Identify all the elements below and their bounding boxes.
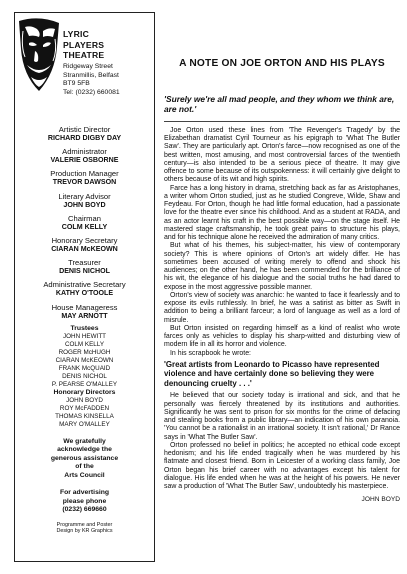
credit-line: Programme and Poster [56,521,113,528]
design-credit [15,522,154,535]
article-paragraph: Orton's view of society was anarchic: he wanted to face it fearlessly and to expose its evils ruthlessly. In brief, he was a satirist as bitter as Swift in addition to being a brilliant farceur; a lord of language as well as a lord of misrule. [164,291,400,324]
arts-council-acknowledgement [15,438,154,481]
staff-role: Administrative Secretary [43,280,126,290]
honorary-directors-heading: Honorary Directors [53,388,116,396]
staff-name: VALERIE OSBORNE [50,156,119,165]
staff-name: MAY ARNOTT [61,311,108,320]
ack-line: Arts Council [64,471,105,479]
article-paragraph: But Orton insisted on regarding himself as a kind of realist who wrote farces only as vehicles to display his sharp-witted and disturbing view of modern life in all its horror and violence. [164,324,400,349]
staff-role: Production Manager [50,169,119,179]
article [164,20,400,503]
theatre-name [63,29,104,61]
staff-role: House Manageress [51,302,118,312]
staff-role: Artistic Director [58,125,111,134]
trustee-name: ROGER McHUGH [58,349,111,357]
theatre-name-line: THEATRE [63,50,105,61]
credit-line: Design by KR Graphics [56,528,113,535]
staff-entry [15,169,154,187]
epigraph-quote: 'Surely we're all mad people, and they whom we think are, are not.' [164,94,395,115]
address-line: BT9 5FB [63,80,90,88]
advertising-notice [15,489,154,515]
advert-line: For advertising [59,489,110,497]
staff-entry [15,125,154,143]
advert-phone: (0232) 669660 [62,506,107,514]
staff-role: Administrator [62,147,107,157]
staff-role: Honorary Secretary [51,235,118,245]
article-paragraph: But what of his themes, his subject-matter, his view of contemporary society? This is where opinions of Orton's art widely differ. He has sometimes been accused of writing merely to offend and shock his audiences; on the other hand, he has been commended for the brilliance of his wit, the elegance of his dialogue and the social truths he had dared to expose in the most aggressive possible manner. [164,242,400,291]
theatre-address [63,63,120,97]
divider [164,121,400,122]
trustee-name: COLM KELLY [64,341,105,349]
trustee-name: JOHN HEWITT [62,333,107,341]
staff-entry [15,280,154,298]
staff-entry [15,236,154,254]
ack-line: of the [75,463,94,471]
honorary-directors-list [15,397,154,429]
theatre-name-line: LYRIC [63,29,89,39]
honorary-director-name: ROY McFADDEN [59,404,110,412]
staff-entry [15,147,154,165]
article-paragraph: He believed that our society today is irrational and sick, and that he personally was fiercely threatened by its institutions and authorities. Significantly he was sent to prison for six months for the crime of defacing and stealing books from a public library—an indication of his own paranoia. 'You cannot be a rationalist in an irrational society. It isn't rational,' Dr Rance says in 'What The Butler Saw'. [164,392,400,441]
ack-line: We gratefully [63,437,106,445]
article-paragraph: Joe Orton used these lines from 'The Revenger's Tragedy' by the Elizabethan dramatist Cyril Tourneur as his epigraph to 'What The Butler Saw'. They are particularly apt. Orton's farce—now recognised as one of the best written, most amusing, and most controversial farces of the twentieth century—is also intended to be a serious piece of theatre. It may give offence to some because of its outspokenness: it will certainly give delight to others because of its wit and high spirits. [164,126,400,184]
trustees-heading: Trustees [70,324,99,332]
author-signature: JOHN BOYD [361,496,400,504]
staff-entry [15,303,154,321]
staff-role: Literary Advisor [58,191,111,201]
staff-name: JOHN BOYD [63,200,106,209]
article-paragraph: Farce has a long history in drama, stretching back as far as Aristophanes, a writer whom Orton studied, just as he studied Congreve, Wilde, Shaw and Feydeau. For Orton, though he had little formal education, had a passionate love for the theatre ever since his childhood. And as a student at RADA, and as an actor learnt his craft in the best possible way—on the stage itself. He mastered stage craftsmanship, he took great pains to structure his plays, and for his technique alone he received the admiration of many critics. [164,184,400,242]
theatre-name-line: PLAYERS [63,39,105,50]
staff-name: CIARAN McKEOWN [51,244,118,253]
staff-role: Treasurer [68,258,101,268]
article-paragraph: Orton professed no belief in politics; he accepted no ethical code except hedonism; and his life ended tragically when he was murdered by his flatmate and closest friend. Born in Leicester of a working class family, Joe Orton began his brief career with no advantages except his talent for dialogue. His life ended when he was at the height of his powers. He never saw a production of 'What The Butler Saw', undoubtedly his masterpiece. [164,441,400,491]
staff-name: RICHARD DIGBY DAY [47,134,122,142]
article-title: A NOTE ON JOE ORTON AND HIS PLAYS [179,58,385,69]
advert-line: please phone [62,497,107,505]
address-phone: Tel: (0232) 660081 [63,88,120,96]
trustee-name: DENIS NICHOL [62,372,107,380]
staff-entry [15,258,154,276]
honorary-director-name: JOHN BOYD [66,397,103,405]
address-line: Ridgeway Street [63,63,113,70]
ack-line: acknowledge the [57,446,112,454]
staff-entry [15,192,154,210]
theatre-header [15,13,154,125]
staff-name: TREVOR DAWSON [52,178,117,187]
theatre-mask-logo-icon [17,17,61,93]
staff-name: COLM KELLY [61,222,108,231]
staff-name: DENIS NICHOL [59,267,110,276]
staff-list [15,125,154,321]
honorary-director-name: THOMAS KINSELLA [55,412,114,420]
theatre-sidebar [14,12,155,562]
address-line: Stranmillis, Belfast [63,71,119,79]
trustees-list [15,333,154,388]
honorary-director-name: MARY O'MALLEY [59,420,110,428]
staff-entry [15,214,154,232]
staff-name: KATHY O'TOOLE [55,289,114,298]
ack-line: generous assistance [50,454,119,462]
scrapbook-quote: 'Great artists from Leonardo to Picasso have represented violence and have certainly done so believing they were denouncing cruelty . . .' [164,359,380,388]
staff-role: Chairman [68,213,101,223]
trustee-name: P. PEARSE O'MALLEY [51,380,118,388]
trustee-name: CIARAN McKEOWN [55,357,114,364]
article-paragraph: In his scrapbook he wrote: [170,349,251,357]
trustee-name: FRANK McQUAID [58,364,111,372]
